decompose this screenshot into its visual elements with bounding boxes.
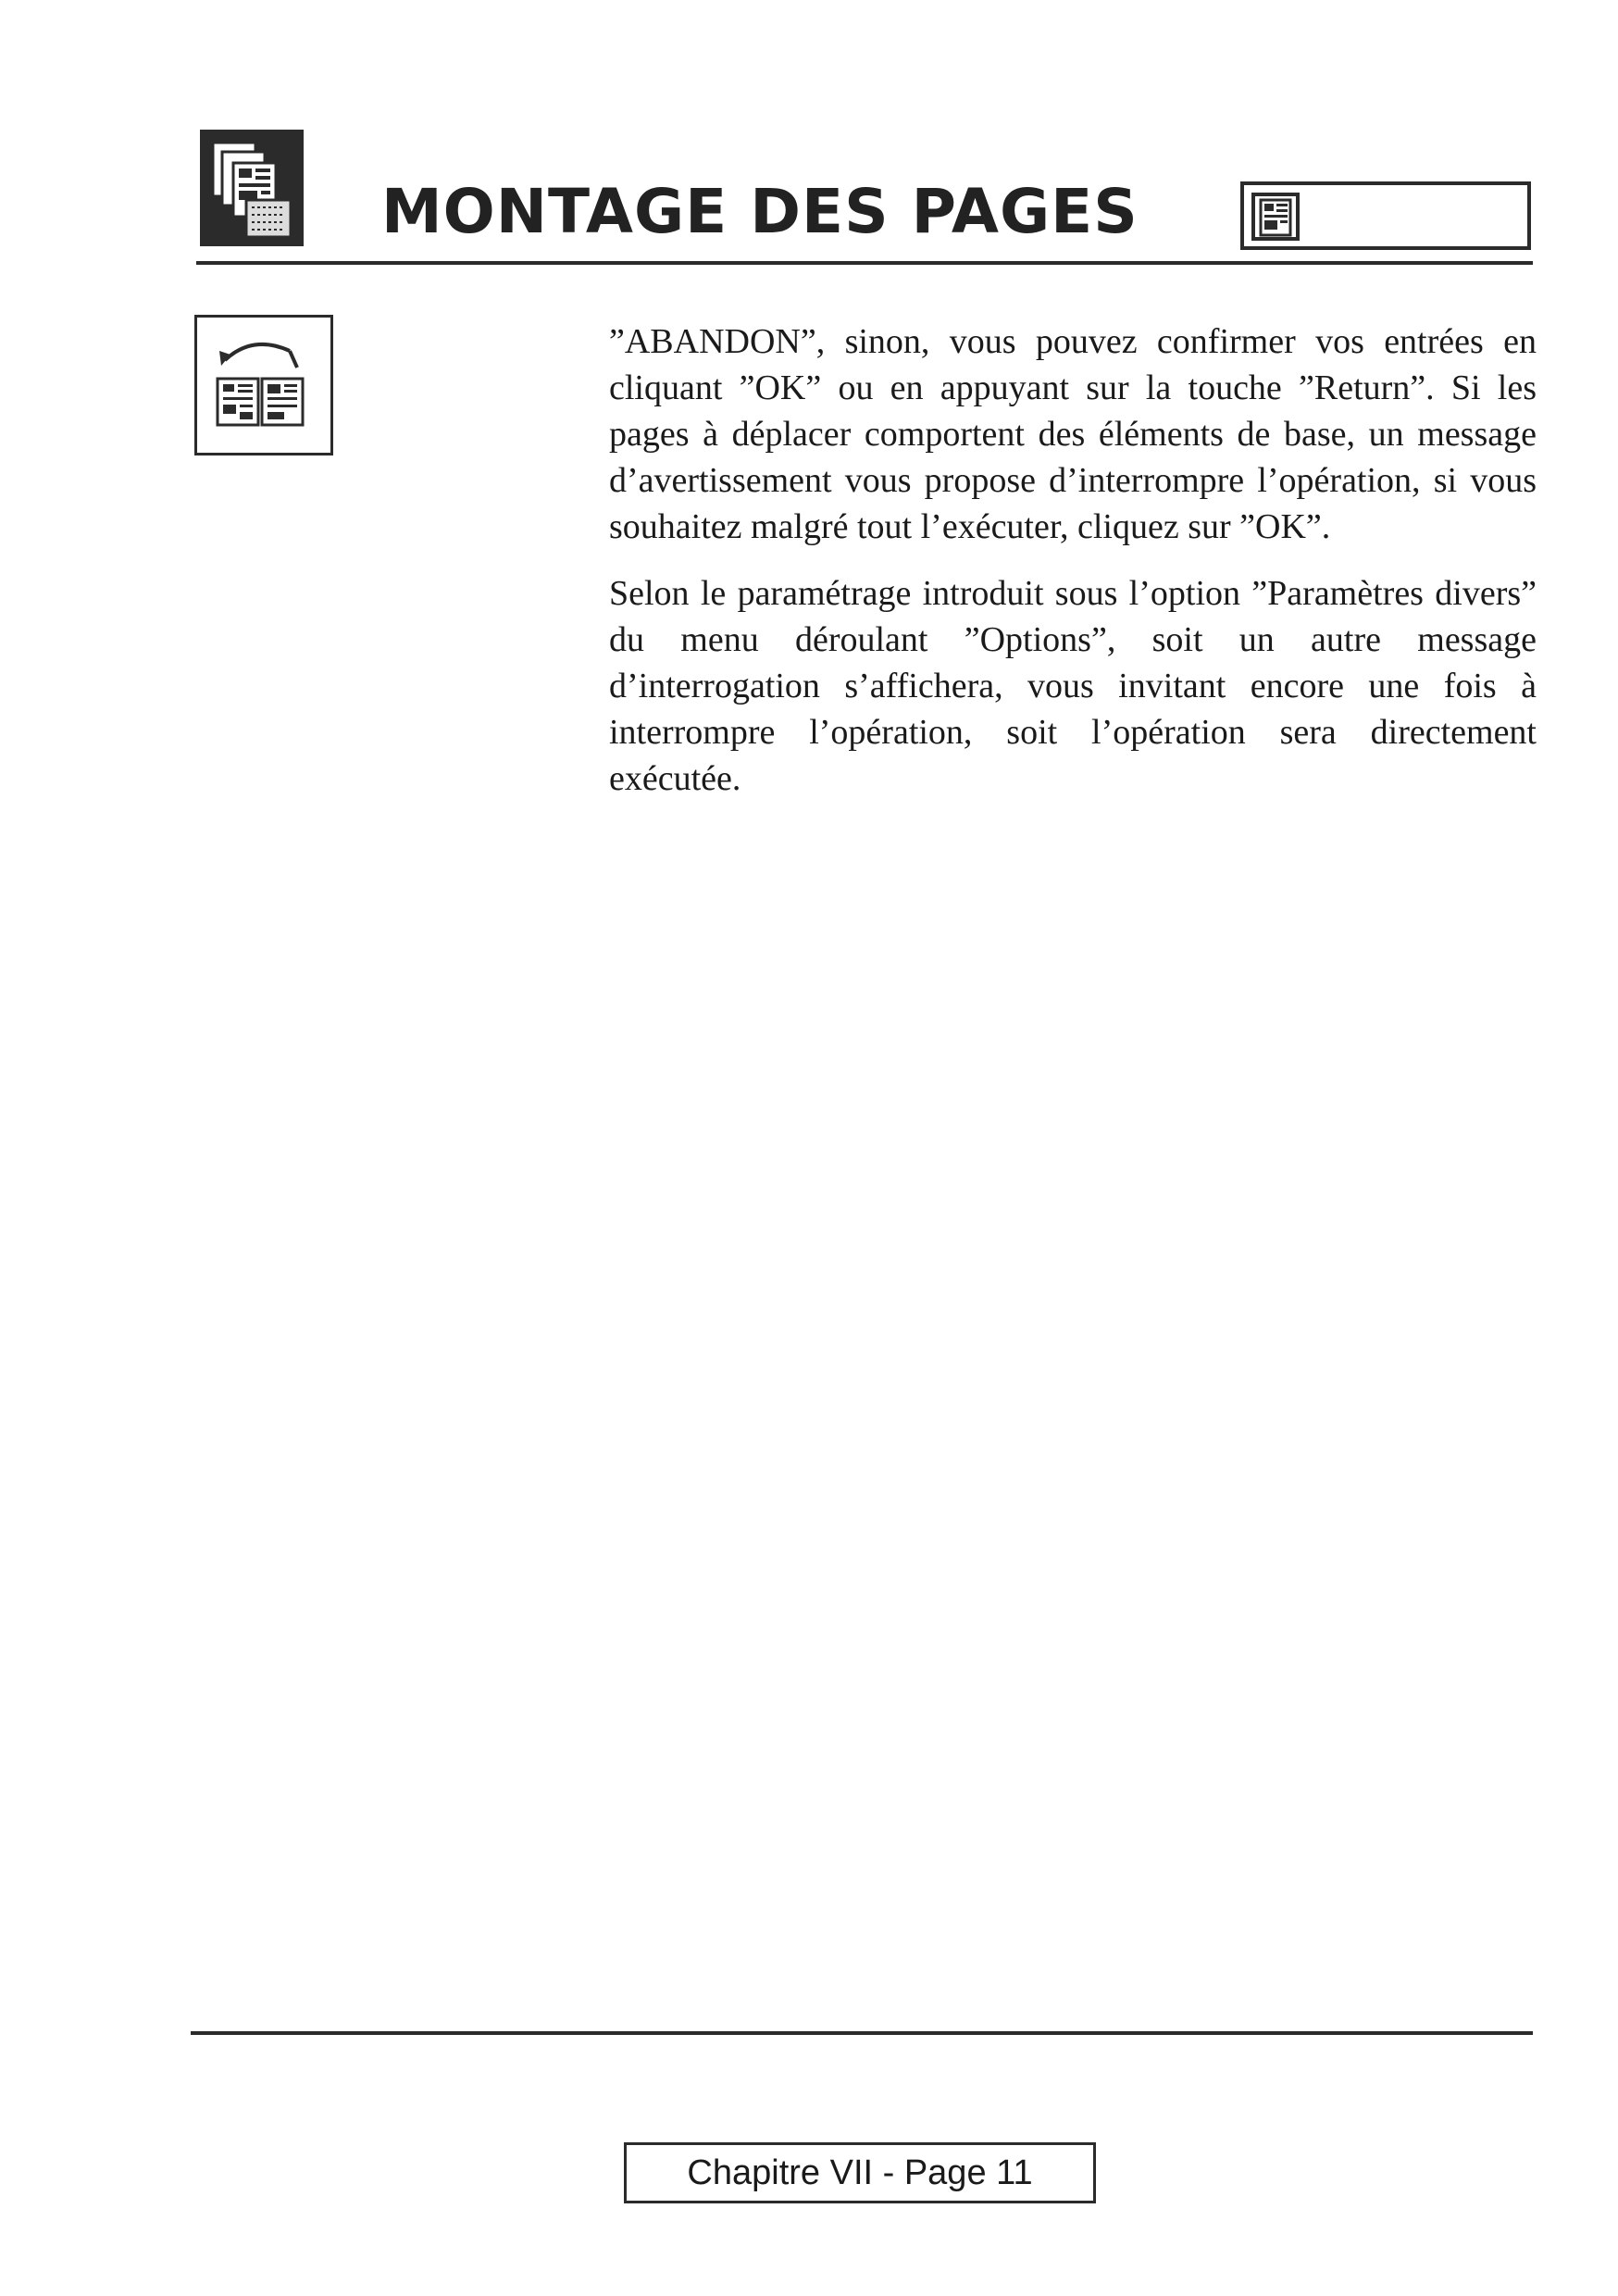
page-number-label: Chapitre VII - Page 11 (624, 2142, 1096, 2203)
footer-divider (191, 2031, 1533, 2035)
paragraph-1: ”ABANDON”, sinon, vous pouvez confirmer vos entrées en cliquant ”OK” ou en appuyant sur la touche ”Return”. Si les pages à déplacer comportent des éléments de base, un message d’avertissement vous propose d’interrompre l’opération, si vous souhaitez malgré tout l’exécuter, cliquez sur ”OK”. (609, 322, 1537, 546)
body-text (609, 318, 1537, 822)
header-divider (196, 261, 1533, 265)
page-icon (1251, 193, 1300, 241)
page-title: MONTAGE DES PAGES (381, 176, 1139, 247)
move-pages-icon (194, 315, 333, 455)
paragraph-2: Selon le paramétrage introduit sous l’option ”Paramètres divers” du menu déroulant ”Options”, soit un autre message d’interrogation s’affichera, vous invitant encore une fois à interrompre l’opération, soit l’opération sera directement exécutée. (609, 574, 1537, 798)
page-layout-icon (200, 130, 304, 246)
header-frame (1240, 181, 1531, 250)
